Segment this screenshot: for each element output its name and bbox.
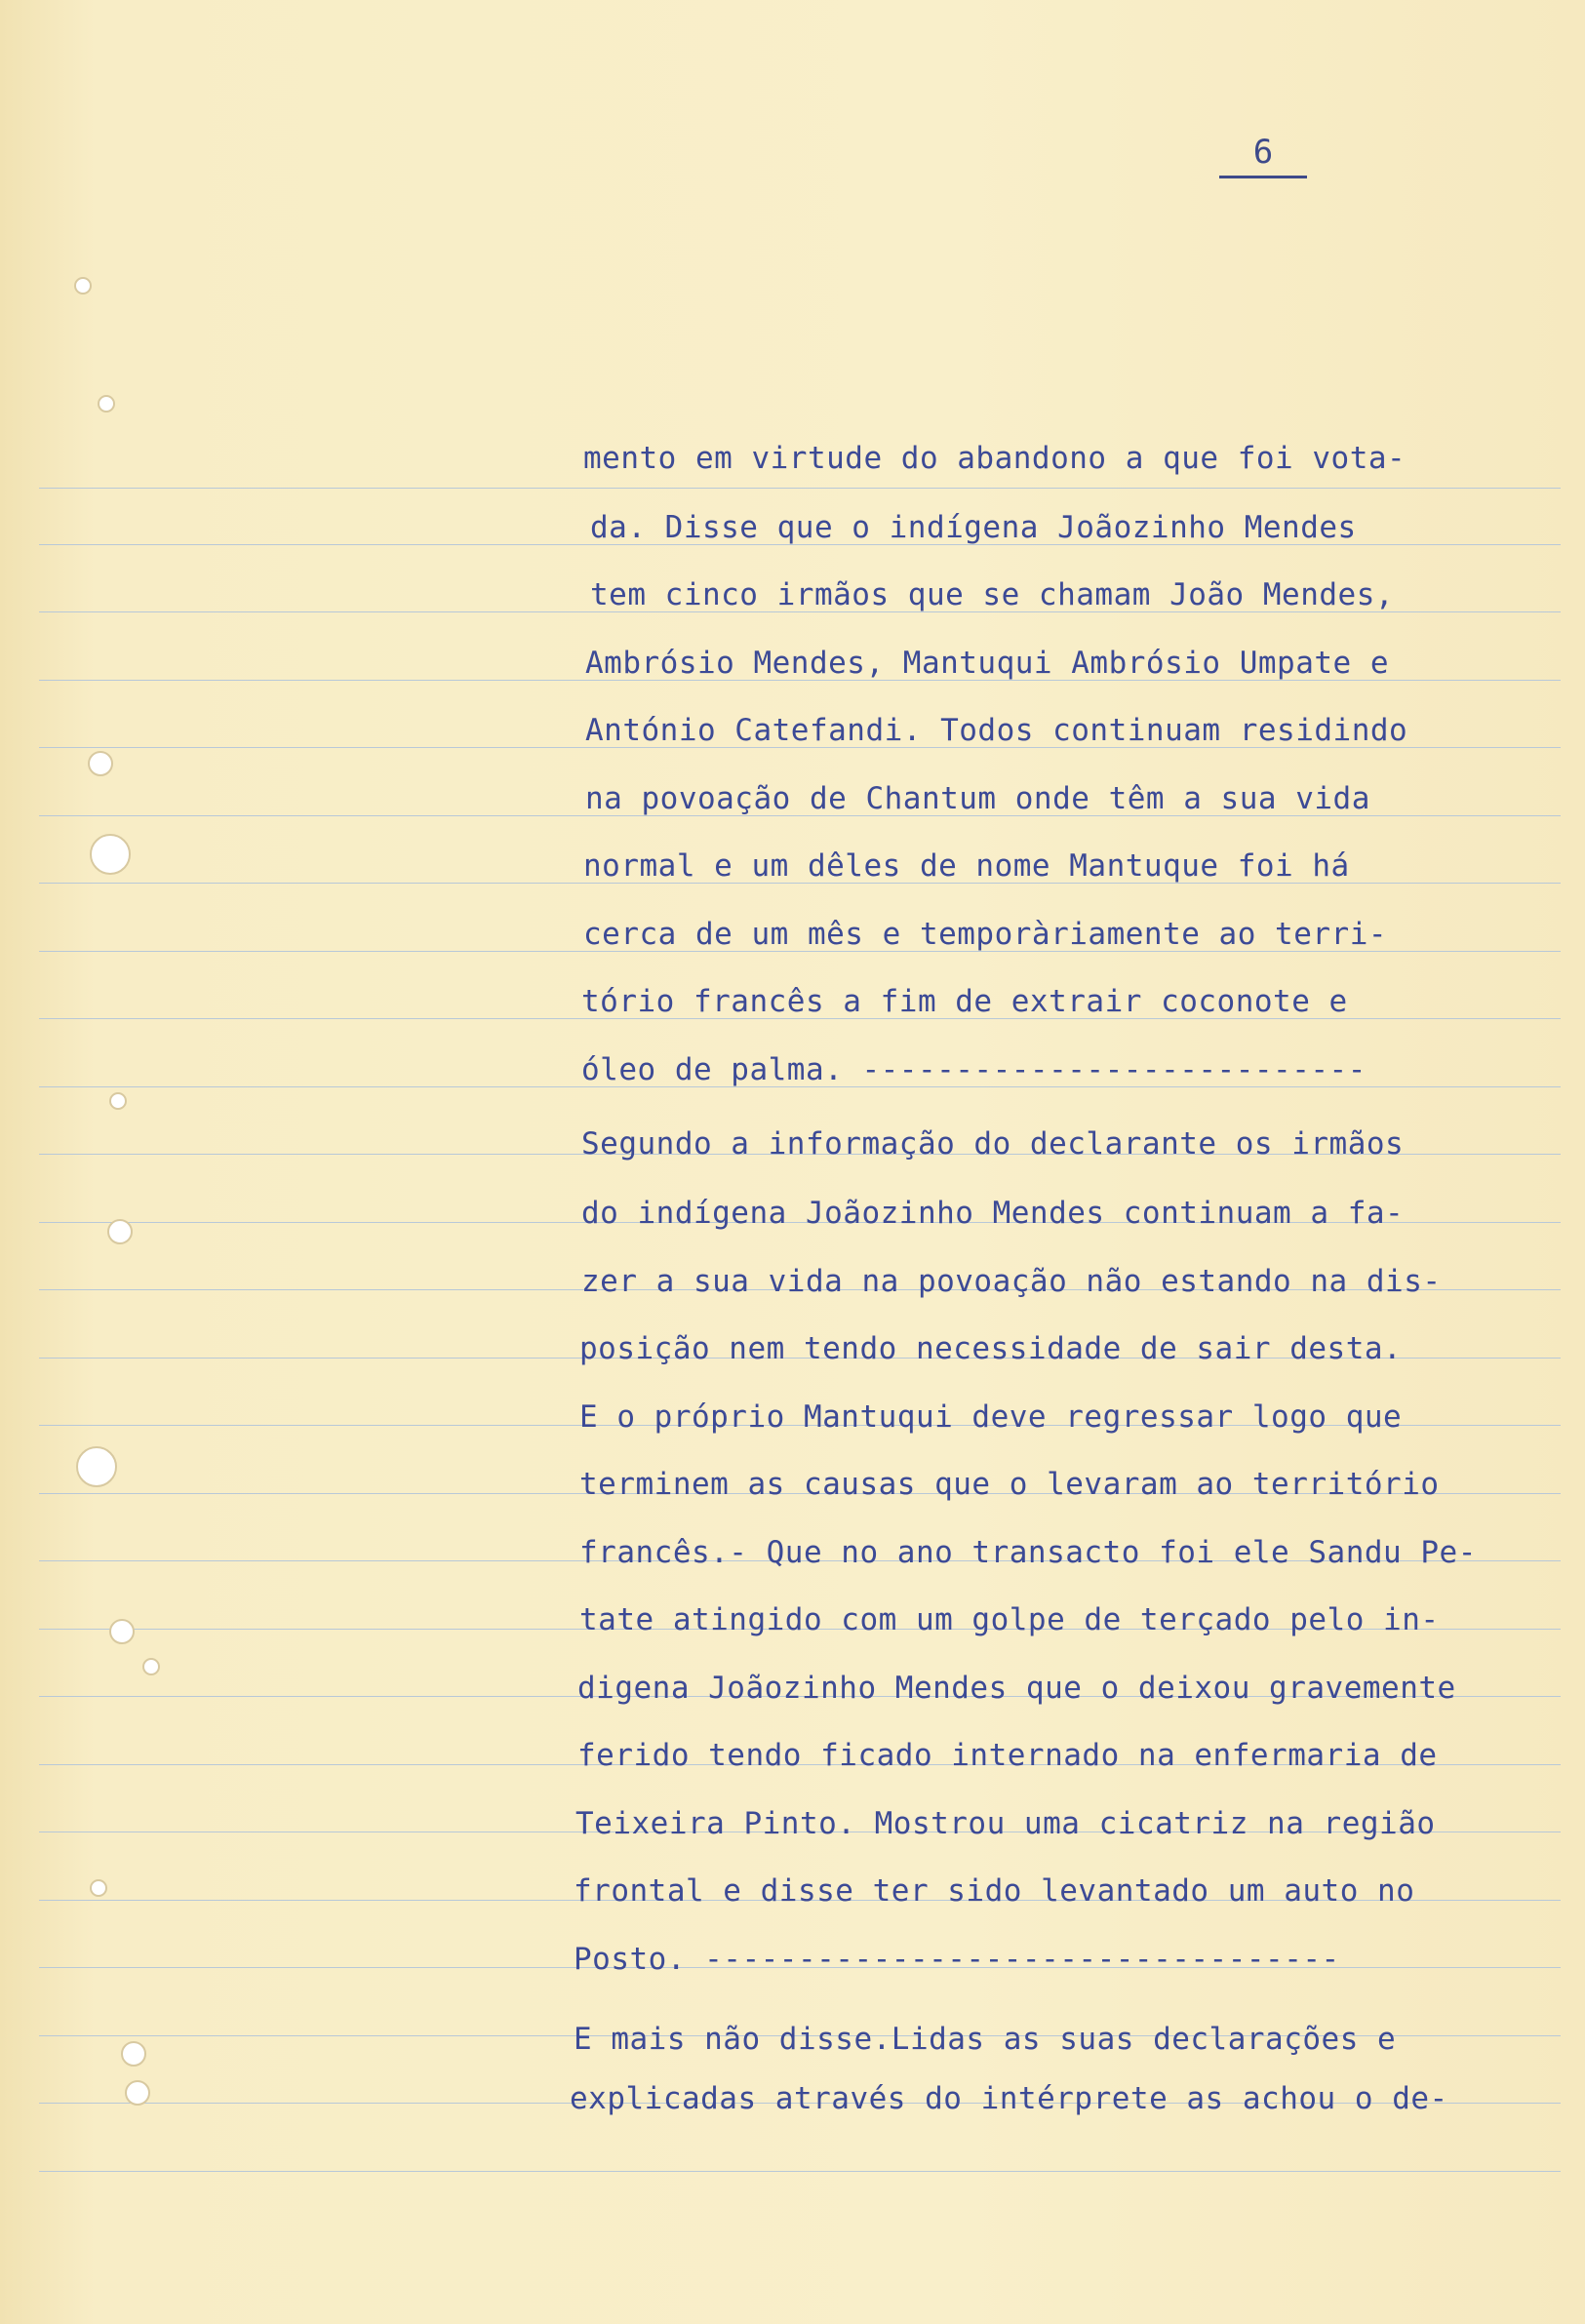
- text-line: António Catefandi. Todos continuam residindo: [585, 713, 1408, 748]
- text-line: E o próprio Mantuqui deve regressar logo que: [579, 1399, 1403, 1435]
- text-line: frontal e disse ter sido levantado um auto no: [574, 1873, 1415, 1909]
- text-line: tório francês a fim de extrair coconote e: [581, 984, 1348, 1019]
- page-number: 6: [1219, 129, 1307, 178]
- text-line: tate atingido com um golpe de terçado pelo in-: [579, 1602, 1440, 1637]
- punch-hole: [76, 1446, 117, 1487]
- text-line: Ambrósio Mendes, Mantuqui Ambrósio Umpate e: [585, 646, 1390, 681]
- punch-hole: [98, 395, 115, 413]
- text-line: normal e um dêles de nome Mantuque foi há: [583, 848, 1350, 884]
- text-line: da. Disse que o indígena Joãozinho Mendes: [590, 510, 1357, 545]
- punch-hole: [90, 834, 131, 875]
- text-line: zer a sua vida na povoação não estando na dis-: [581, 1264, 1442, 1299]
- text-line: E mais não disse.Lidas as suas declarações e: [574, 2022, 1397, 2057]
- punch-hole: [107, 1219, 133, 1244]
- text-line: digena Joãozinho Mendes que o deixou gravemente: [577, 1671, 1456, 1706]
- punch-hole: [142, 1658, 160, 1675]
- text-line: terminem as causas que o levaram ao território: [579, 1467, 1440, 1502]
- text-line: posição nem tendo necessidade de sair desta.: [579, 1331, 1403, 1366]
- punch-hole: [109, 1092, 127, 1110]
- punch-hole: [74, 277, 92, 295]
- text-line: Posto. ----------------------------------: [574, 1942, 1340, 1977]
- punch-hole: [121, 2041, 146, 2067]
- text-line: explicadas através do intérprete as achou o de-: [570, 2081, 1448, 2116]
- ruled-line: [39, 2171, 1561, 2172]
- text-line: mento em virtude do abandono a que foi vota-: [583, 441, 1407, 476]
- text-line: Segundo a informação do declarante os irmãos: [581, 1126, 1405, 1162]
- text-line: cerca de um mês e temporàriamente ao terri-: [583, 917, 1388, 952]
- punch-hole: [109, 1619, 135, 1644]
- text-line: Teixeira Pinto. Mostrou uma cicatriz na região: [575, 1806, 1436, 1841]
- text-line: ferido tendo ficado internado na enfermaria de: [577, 1738, 1438, 1773]
- text-line: do indígena Joãozinho Mendes continuam a fa-: [581, 1196, 1405, 1231]
- ruled-line: [39, 488, 1561, 489]
- text-line: tem cinco irmãos que se chamam João Mendes,: [590, 577, 1395, 612]
- punch-hole: [90, 1879, 107, 1897]
- text-line: francês.- Que no ano transacto foi ele Sandu Pe-: [579, 1535, 1477, 1570]
- punch-hole: [125, 2080, 150, 2106]
- punch-hole: [88, 751, 113, 776]
- text-line: na povoação de Chantum onde têm a sua vida: [585, 781, 1370, 816]
- text-line: óleo de palma. ---------------------------: [581, 1052, 1367, 1087]
